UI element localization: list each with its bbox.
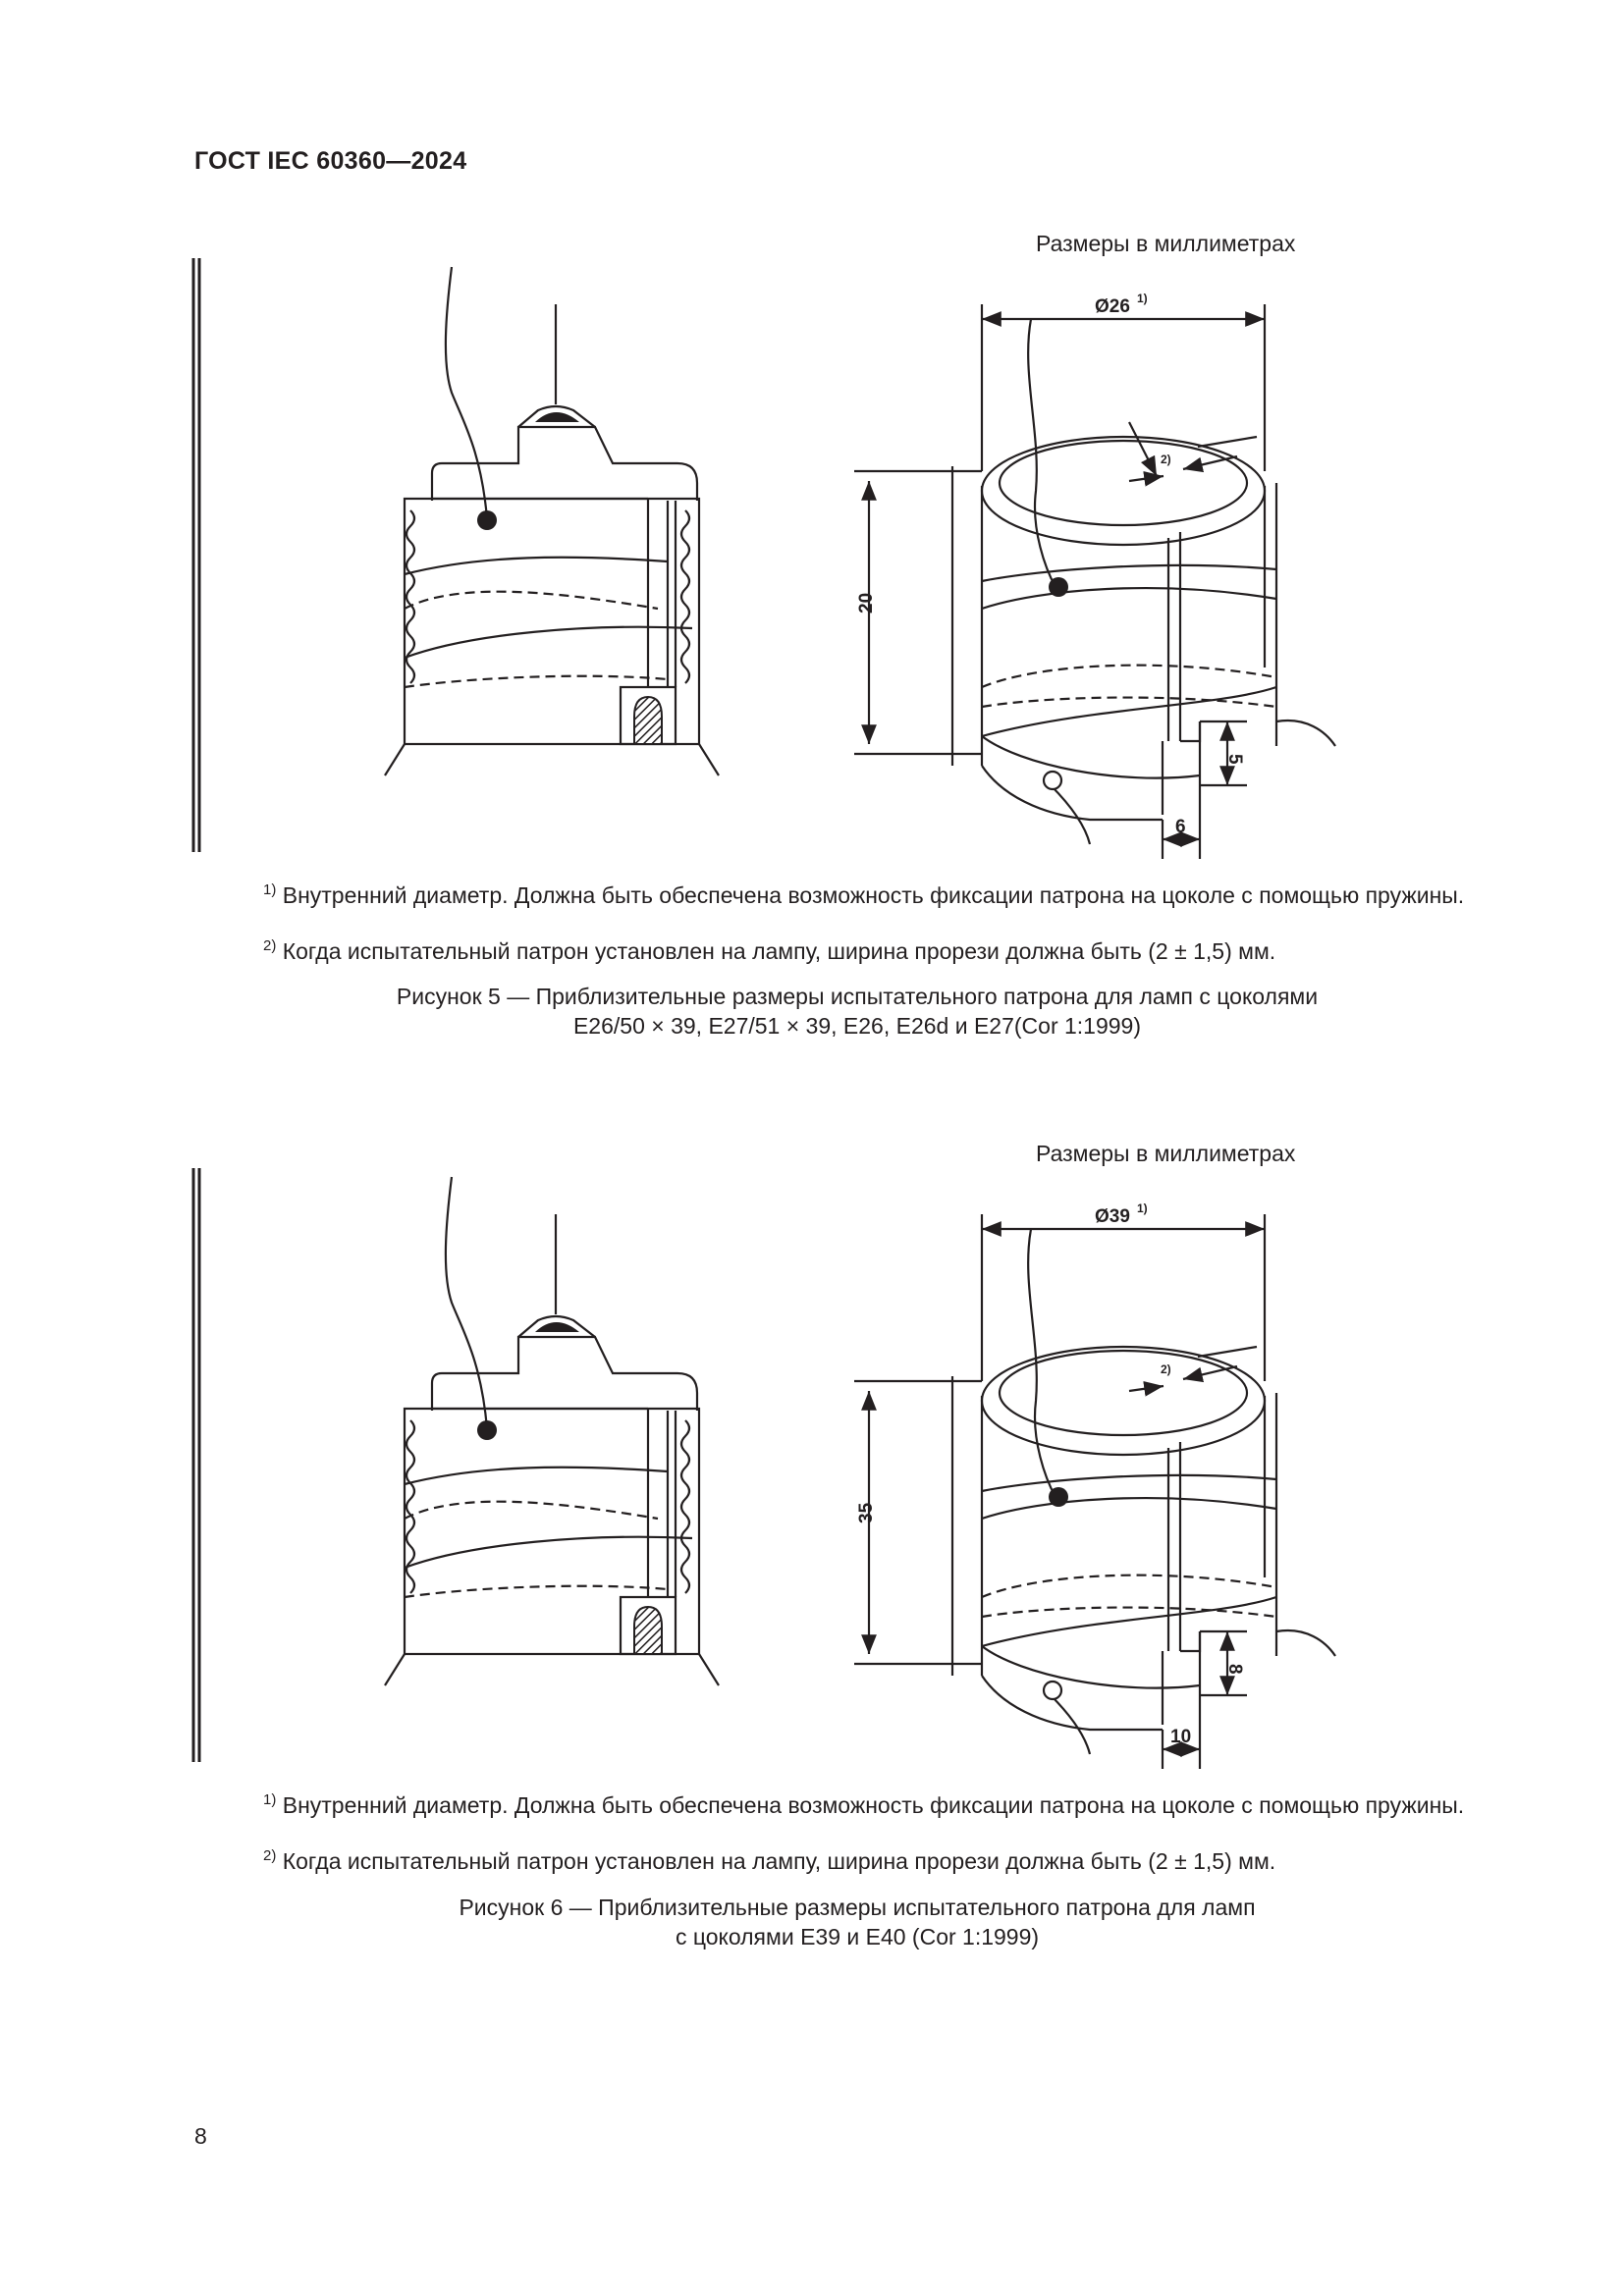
slot-note-ref: 2) (1161, 1362, 1171, 1376)
tab-height-label: 8 (1224, 1664, 1245, 1675)
document-header: ГОСТ IEC 60360—2024 (194, 147, 467, 175)
figure-caption: Рисунок 6 — Приблизительные размеры испытательного патрона для ламп с цоколями E39 и E40 (Cor 1:1999) (459, 1895, 1256, 1949)
tab-height-label: 5 (1224, 754, 1245, 765)
test-cap-dimensioned-drawing (844, 1185, 1355, 1774)
diameter-note-ref: 1) (1137, 292, 1148, 305)
figure-caption: Рисунок 5 — Приблизительные размеры испытательного патрона для ламп с цоколями E26/50 × 39, E27/51 × 39, E26, E26d и E27(Cor 1:1999) (396, 984, 1319, 1039)
units-label: Размеры в миллиметрах (1036, 231, 1296, 256)
footnote-2: $^{2)}$ Когда испытательный патрон установлен на лампу, ширина прорези должна быть (2 ± 1,5) мм. (263, 937, 1276, 964)
diameter-label: Ø39 (1095, 1206, 1130, 1227)
footnote-2: $^{2)}$ Когда испытательный патрон установлен на лампу, ширина прорези должна быть (2 ± 1,5) мм. (263, 1847, 1276, 1874)
tab-width-label: 10 (1170, 1727, 1192, 1747)
page-number: 8 (194, 2123, 207, 2149)
height-label: 20 (856, 592, 877, 614)
footnote-1: $^{1)}$ Внутренний диаметр. Должна быть обеспечена возможность фиксации патрона на цоколе с помощью пружины. (263, 1791, 1465, 1818)
footnote-1: $^{1)}$ Внутренний диаметр. Должна быть обеспечена возможность фиксации патрона на цоколе с помощью пружины. (263, 881, 1465, 908)
units-label: Размеры в миллиметрах (1036, 1141, 1296, 1166)
diameter-note-ref: 1) (1137, 1201, 1148, 1215)
height-label: 35 (856, 1502, 877, 1523)
slot-note-ref: 2) (1161, 453, 1171, 466)
diameter-label: Ø26 (1095, 296, 1130, 317)
tab-width-label: 6 (1175, 817, 1186, 837)
lampholder-cross-section-drawing (373, 1165, 746, 1695)
